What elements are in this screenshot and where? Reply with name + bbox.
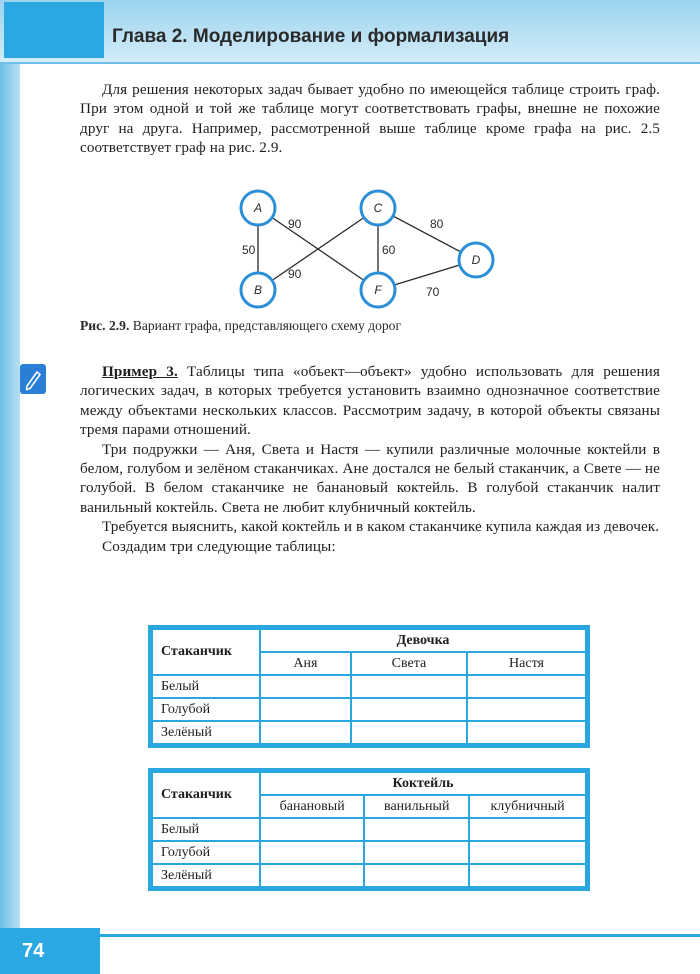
table2-group-header: Коктейль <box>260 771 588 796</box>
node-b-label: B <box>253 283 263 297</box>
table-row <box>151 698 588 721</box>
table-cell <box>351 721 467 746</box>
example-text <box>80 362 660 556</box>
table2-col-vanilla: ванильный <box>364 795 469 818</box>
weight-a-b: 50 <box>242 243 256 257</box>
table-cell <box>260 841 364 864</box>
cup-cocktail-table <box>148 768 590 891</box>
table1-col-sveta: Света <box>351 652 467 675</box>
node-c-label: C <box>373 201 383 215</box>
caption-text: Вариант графа, представляющего схему дорог <box>132 318 402 333</box>
weight-c-d: 80 <box>430 217 444 231</box>
pencil-icon <box>20 364 46 394</box>
header-accent-box <box>4 2 104 58</box>
table2-corner: Стаканчик <box>151 771 261 819</box>
page-number-box <box>0 928 100 974</box>
table-cell <box>469 818 587 841</box>
table-cell <box>364 841 469 864</box>
table2-row-green: Зелёный <box>151 864 261 889</box>
table-cell <box>469 841 587 864</box>
example-p1-text: Таблицы типа «объект—объект» удобно использовать для решения логических задач, в которых требуется установить взаимно однозначное соответствие между объектами нескольких классов. Рассмотрим задачу, в которой объекты связаны тремя парами отношений. <box>80 363 660 439</box>
table-row <box>151 818 588 841</box>
page-number: 74 <box>22 940 45 962</box>
example-paragraph-3: Требуется выяснить, какой коктейль и в каком стаканчике купила каждая из девочек. <box>102 518 660 536</box>
table-cell <box>467 675 587 698</box>
table-cell <box>260 818 364 841</box>
node-f-label: F <box>374 283 382 297</box>
table1-col-nastya: Настя <box>467 652 587 675</box>
table-cell <box>260 698 351 721</box>
table1-corner: Стаканчик <box>151 628 261 676</box>
intro-text <box>80 80 660 158</box>
intro-paragraph: Для решения некоторых задач бывает удобно по имеющейся таблице строить граф. При этом одной и той же таблице могут соответствовать графы, внешне не похожие друг на друга. Например, рассмотренной выше таблице кроме графа на рис. 2.5 соответствует граф на рис. 2.9. <box>80 81 660 157</box>
table-row <box>151 721 588 746</box>
table-cell <box>260 721 351 746</box>
table2-col-banana: банановый <box>260 795 364 818</box>
table-cell <box>351 698 467 721</box>
table-row <box>151 675 588 698</box>
table-cell <box>469 864 587 889</box>
node-d-label: D <box>471 253 481 267</box>
example-label: Пример 3. <box>102 363 178 380</box>
weight-c-f: 60 <box>382 243 396 257</box>
weight-b-c: 90 <box>288 267 302 281</box>
table1-group-header: Девочка <box>260 628 588 653</box>
table2-row-blue: Голубой <box>151 841 261 864</box>
weight-f-d: 70 <box>426 285 440 299</box>
table2-row-white: Белый <box>151 818 261 841</box>
table1-row-green: Зелёный <box>151 721 261 746</box>
table-cell <box>364 818 469 841</box>
caption-label: Рис. 2.9. <box>80 318 130 333</box>
road-graph-figure <box>80 186 540 314</box>
chapter-title: Глава 2. Моделирование и формализация <box>112 26 510 47</box>
table-cell <box>467 721 587 746</box>
table-cell <box>260 675 351 698</box>
figure-caption <box>80 318 401 334</box>
table1-col-anya: Аня <box>260 652 351 675</box>
table-cell <box>467 698 587 721</box>
table-row <box>151 864 588 889</box>
node-a-label: A <box>253 201 263 215</box>
example-paragraph-2: Три подружки — Аня, Света и Настя — купили различные молочные коктейли в белом, голубом и зелёном стаканчиках. Ане достался не белый стаканчик, а Свете — не голубой. В белом стаканчике не банановый коктейль. В голубой стаканчик налит ванильный коктейль. Света не любит клубничный коктейль. <box>80 440 660 516</box>
footer-rule <box>100 934 700 937</box>
table-cell <box>260 864 364 889</box>
table1-row-white: Белый <box>151 675 261 698</box>
table-cell <box>364 864 469 889</box>
table-cell <box>351 675 467 698</box>
table2-col-strawberry: клубничный <box>469 795 587 818</box>
table1-row-blue: Голубой <box>151 698 261 721</box>
example-paragraph-4: Создадим три следующие таблицы: <box>102 537 336 555</box>
left-margin-strip <box>0 0 20 974</box>
table-row <box>151 841 588 864</box>
example-paragraph-1 <box>80 362 660 440</box>
weight-a-f: 90 <box>288 217 302 231</box>
cup-girl-table <box>148 625 590 748</box>
